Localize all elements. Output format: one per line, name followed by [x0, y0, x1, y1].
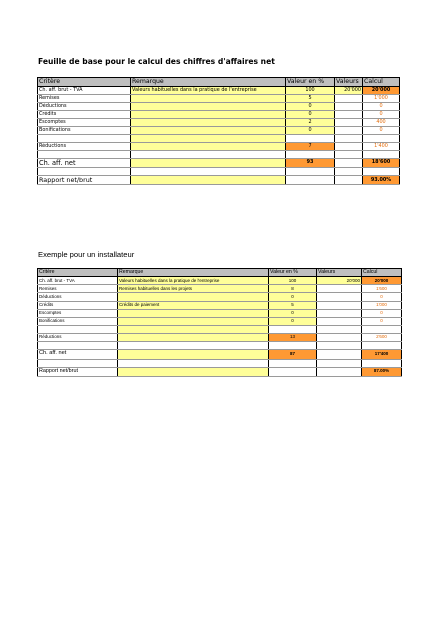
- cell-critere: Remises: [38, 285, 118, 293]
- spacer-row: [38, 325, 402, 333]
- cell-valeurs: [317, 349, 362, 359]
- cell-valeurs: [335, 102, 363, 110]
- header-remarque: Remarque: [118, 269, 269, 277]
- table-row: [38, 118, 400, 126]
- cell-calcul: 0: [363, 102, 400, 110]
- cell-calcul: 1'400: [363, 142, 400, 150]
- table-row: [38, 102, 400, 110]
- cell-calcul: 1'600: [362, 285, 402, 293]
- cell-valeurs: [335, 118, 363, 126]
- sheet1-table: [37, 77, 400, 185]
- spacer-row: [38, 341, 402, 349]
- cell-remarque[interactable]: [131, 176, 286, 185]
- cell-pct[interactable]: 5: [269, 301, 317, 309]
- cell-valeurs: [317, 317, 362, 325]
- cell-valeurs: [335, 176, 363, 185]
- table-row: [38, 367, 402, 376]
- cell-calcul: 1'000: [363, 94, 400, 102]
- table-row: [38, 277, 402, 285]
- table-row: [38, 309, 402, 317]
- cell-calcul: 1'000: [362, 301, 402, 309]
- cell-pct[interactable]: 5: [286, 94, 335, 102]
- sheet2-table: [37, 268, 402, 377]
- header-calcul: Calcul: [363, 78, 400, 87]
- cell-calcul: 20'000: [362, 277, 402, 285]
- cell-remarque[interactable]: Crédits de paiement: [118, 301, 269, 309]
- cell-valeurs: [335, 94, 363, 102]
- sheet1-title: Feuille de base pour le calcul des chiffres d'affaires net: [38, 57, 275, 66]
- table-row: [38, 301, 402, 309]
- cell-critere: Ch. aff. brut - TVA: [38, 86, 131, 94]
- sheet2-header-row: [38, 269, 402, 277]
- cell-remarque[interactable]: [131, 142, 286, 150]
- table-row: [38, 317, 402, 325]
- cell-remarque[interactable]: [118, 333, 269, 341]
- cell-valeurs: [335, 110, 363, 118]
- cell-valeurs: [335, 126, 363, 134]
- cell-critere: Ch. aff. net: [38, 158, 131, 168]
- cell-remarque[interactable]: [118, 309, 269, 317]
- cell-valeurs: [317, 293, 362, 301]
- header-critere: Critère: [38, 78, 131, 87]
- cell-calcul: 2'600: [362, 333, 402, 341]
- cell-critere: Déductions: [38, 293, 118, 301]
- cell-pct: 93: [286, 158, 335, 168]
- cell-critere: Crédits: [38, 301, 118, 309]
- cell-pct: [269, 367, 317, 376]
- table-row: [38, 285, 402, 293]
- cell-pct[interactable]: 100: [286, 86, 335, 94]
- cell-valeurs: [317, 285, 362, 293]
- cell-pct: 13: [269, 333, 317, 341]
- sheet1-header-row: [38, 78, 400, 87]
- header-valeurs: Valeurs: [317, 269, 362, 277]
- cell-valeurs: [317, 301, 362, 309]
- cell-pct[interactable]: 2: [286, 118, 335, 126]
- cell-remarque[interactable]: Valeurs habituelles dans la pratique de l'entreprise: [131, 86, 286, 94]
- table-row: [38, 349, 402, 359]
- header-critere: Critère: [38, 269, 118, 277]
- header-remarque: Remarque: [131, 78, 286, 87]
- table-row: [38, 110, 400, 118]
- cell-pct[interactable]: 0: [269, 317, 317, 325]
- cell-critere: Rapport net/brut: [38, 367, 118, 376]
- cell-calcul: 20'000: [363, 86, 400, 94]
- cell-valeurs[interactable]: 20'000: [317, 277, 362, 285]
- cell-remarque[interactable]: [118, 317, 269, 325]
- cell-critere: Réductions: [38, 142, 131, 150]
- cell-calcul: 17'400: [362, 349, 402, 359]
- cell-critere: Crédits: [38, 110, 131, 118]
- table-row: [38, 333, 402, 341]
- cell-pct: [286, 176, 335, 185]
- header-valeur-pct: Valeur en %: [286, 78, 335, 87]
- cell-remarque[interactable]: [131, 158, 286, 168]
- table-row: [38, 176, 400, 185]
- cell-remarque[interactable]: [118, 349, 269, 359]
- cell-calcul: 18'600: [363, 158, 400, 168]
- table-row: [38, 126, 400, 134]
- cell-valeurs: [317, 309, 362, 317]
- cell-remarque[interactable]: [131, 94, 286, 102]
- cell-calcul: 0: [363, 126, 400, 134]
- cell-pct[interactable]: 0: [269, 309, 317, 317]
- cell-pct[interactable]: 0: [269, 293, 317, 301]
- cell-calcul: 0: [362, 293, 402, 301]
- cell-critere: Escomptes: [38, 309, 118, 317]
- cell-critere: Remises: [38, 94, 131, 102]
- cell-pct[interactable]: 0: [286, 110, 335, 118]
- cell-remarque[interactable]: Valeurs habituelles dans la pratique de l'entreprise: [118, 277, 269, 285]
- header-calcul: Calcul: [362, 269, 402, 277]
- cell-pct[interactable]: 0: [286, 126, 335, 134]
- table-row: [38, 94, 400, 102]
- table-row: [38, 293, 402, 301]
- spacer-row: [38, 168, 400, 176]
- cell-calcul: 0: [362, 317, 402, 325]
- table-row: [38, 142, 400, 150]
- cell-pct[interactable]: 8: [269, 285, 317, 293]
- cell-critere: Rapport net/brut: [38, 176, 131, 185]
- cell-critere: Déductions: [38, 102, 131, 110]
- cell-calcul: 400: [363, 118, 400, 126]
- cell-calcul: 87.00%: [362, 367, 402, 376]
- cell-calcul: 0: [362, 309, 402, 317]
- cell-remarque[interactable]: [131, 102, 286, 110]
- header-valeur-pct: Valeur en %: [269, 269, 317, 277]
- table-row: [38, 86, 400, 94]
- cell-critere: Bonifications: [38, 126, 131, 134]
- cell-critere: Ch. aff. brut - TVA: [38, 277, 118, 285]
- cell-pct[interactable]: 100: [269, 277, 317, 285]
- cell-pct: 7: [286, 142, 335, 150]
- cell-critere: Réductions: [38, 333, 118, 341]
- table-row: [38, 158, 400, 168]
- cell-pct[interactable]: 0: [286, 102, 335, 110]
- cell-valeurs: [317, 333, 362, 341]
- cell-calcul: 93.00%: [363, 176, 400, 185]
- cell-valeurs: [335, 158, 363, 168]
- cell-valeurs: [335, 142, 363, 150]
- cell-remarque[interactable]: [118, 293, 269, 301]
- cell-critere: Ch. aff. net: [38, 349, 118, 359]
- cell-remarque[interactable]: [118, 367, 269, 376]
- spacer-row: [38, 134, 400, 142]
- spacer-row: [38, 150, 400, 158]
- sheet2-title: Exemple pour un installateur: [38, 250, 135, 259]
- cell-critere: Bonifications: [38, 317, 118, 325]
- cell-remarque[interactable]: [131, 118, 286, 126]
- cell-critere: Escomptes: [38, 118, 131, 126]
- cell-calcul: 0: [363, 110, 400, 118]
- cell-valeurs[interactable]: 20'000: [335, 86, 363, 94]
- cell-remarque[interactable]: [131, 110, 286, 118]
- cell-pct: 87: [269, 349, 317, 359]
- spacer-row: [38, 359, 402, 367]
- cell-remarque[interactable]: Remises habituelles dans les projets: [118, 285, 269, 293]
- cell-valeurs: [317, 367, 362, 376]
- cell-remarque[interactable]: [131, 126, 286, 134]
- header-valeurs: Valeurs: [335, 78, 363, 87]
